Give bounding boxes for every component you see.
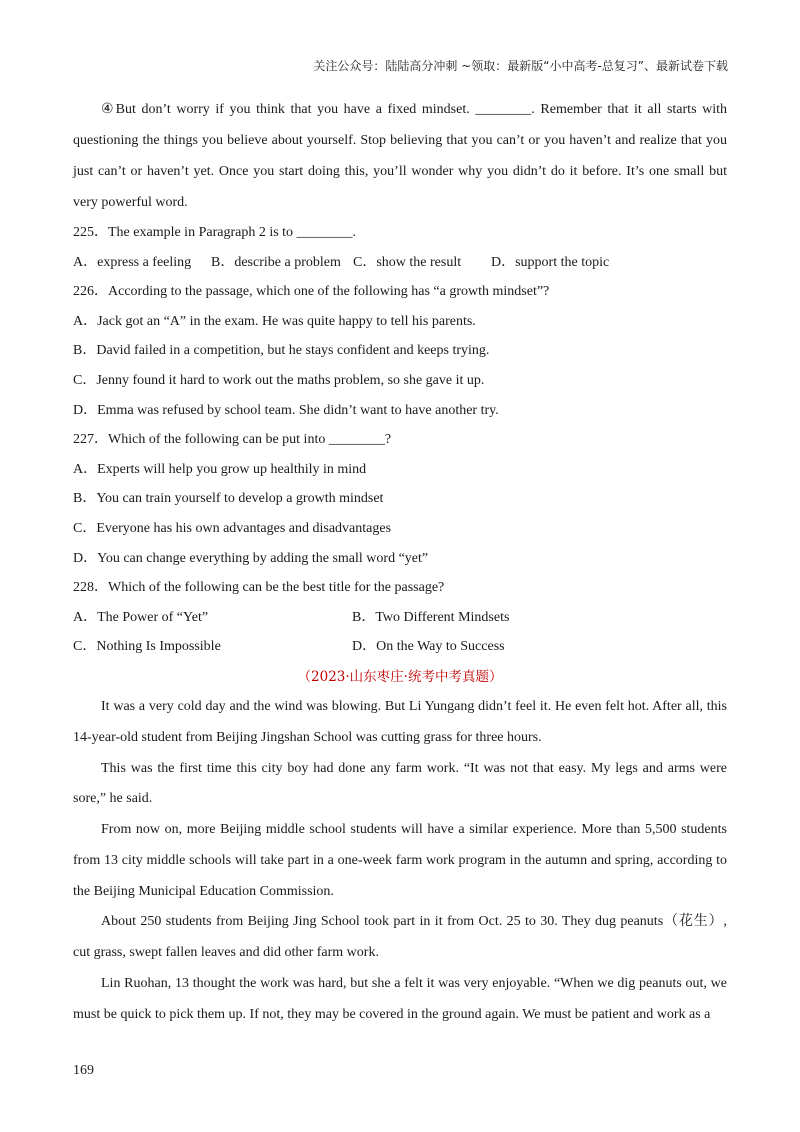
question-226-stem: 226．According to the passage, which one of the following has “a growth mindset”? — [73, 284, 550, 300]
q226-option-a: A．Jack got an “A” in the exam. He was quite happy to tell his parents. — [73, 313, 476, 329]
q225-option-d: D．support the topic — [491, 254, 610, 270]
q226-option-c: C．Jenny found it hard to work out the maths problem, so she gave it up. — [73, 372, 485, 388]
passage-paragraph: This was the first time this city boy had done any farm work. “It was not that easy. My legs and arms were sore,” he said. — [73, 760, 727, 807]
question-225-stem: 225．The example in Paragraph 2 is to ________. — [73, 225, 357, 240]
q225-option-a: A．express a feeling — [73, 254, 192, 270]
question-228-stem: 228．Which of the following can be the best title for the passage? — [73, 580, 445, 596]
q225-option-b: B．describe a problem — [211, 254, 341, 270]
q227-option-c: C．Everyone has his own advantages and disadvantages — [73, 520, 392, 536]
q228-option-c: C．Nothing Is Impossible — [73, 639, 221, 655]
q227-option-a: A．Experts will help you grow up healthily in mind — [73, 461, 367, 477]
page-header: 关注公众号：陆陆高分冲刺 ~领取：最新版“小中高考-总复习”、最新试卷下载 — [313, 59, 728, 73]
q228-options-row-2 — [73, 632, 727, 662]
q228-options-row-1 — [73, 603, 727, 633]
q227-option-b: B．You can train yourself to develop a growth mindset — [73, 491, 384, 507]
passage-paragraph: From now on, more Beijing middle school students will have a similar experience. More than 5,500 students from 13 city middle schools will take part in a one-week farm work program in the autumn and spring, according to the Beijing Municipal Education Commission. — [73, 822, 727, 899]
passage-paragraph: Lin Ruohan, 13 thought the work was hard, but she a felt it was very enjoyable. “When we dig peanuts out, we must be quick to pick them up. If not, they may be covered in the ground again. We must be patient and work as a — [73, 976, 727, 1022]
reading-passage — [73, 692, 727, 1031]
page-number: 169 — [73, 1063, 94, 1078]
q225-option-c: C．show the result — [353, 254, 462, 270]
page-content — [73, 94, 727, 1031]
paragraph-4: ④But don’t worry if you think that you have a fixed mindset. ________. Remember that it all starts with questioning the things you believe about yourself. Stop believing that you can’t or you haven’t and realize that you just can’t or haven’t yet. Once you start doing this, you’ll wonder why you didn’t do it before. It’s one small but very powerful word. — [73, 102, 727, 210]
question-225-options — [73, 248, 727, 278]
question-227-stem: 227．Which of the following can be put into ________? — [73, 432, 392, 448]
q226-option-d: D．Emma was refused by school team. She didn’t want to have another try. — [73, 402, 499, 418]
passage-paragraph: About 250 students from Beijing Jing School took part in it from Oct. 25 to 30. They dug peanuts（花生）, cut grass, swept fallen leaves and did other farm work. — [73, 914, 727, 961]
q227-option-d: D．You can change everything by adding the small word “yet” — [73, 550, 429, 566]
q228-option-b: B．Two Different Mindsets — [352, 609, 510, 625]
q228-option-d: D．On the Way to Success — [352, 639, 505, 655]
q228-option-a: A．The Power of “Yet” — [73, 609, 209, 625]
q226-option-b: B．David failed in a competition, but he stays confident and keeps trying. — [73, 343, 490, 359]
passage-paragraph: It was a very cold day and the wind was blowing. But Li Yungang didn’t feel it. He even felt hot. After all, this 14-year-old student from Beijing Jingshan School was cutting grass for three hours. — [73, 698, 727, 745]
source-citation: （2023·山东枣庄·统考中考真题） — [297, 668, 503, 685]
